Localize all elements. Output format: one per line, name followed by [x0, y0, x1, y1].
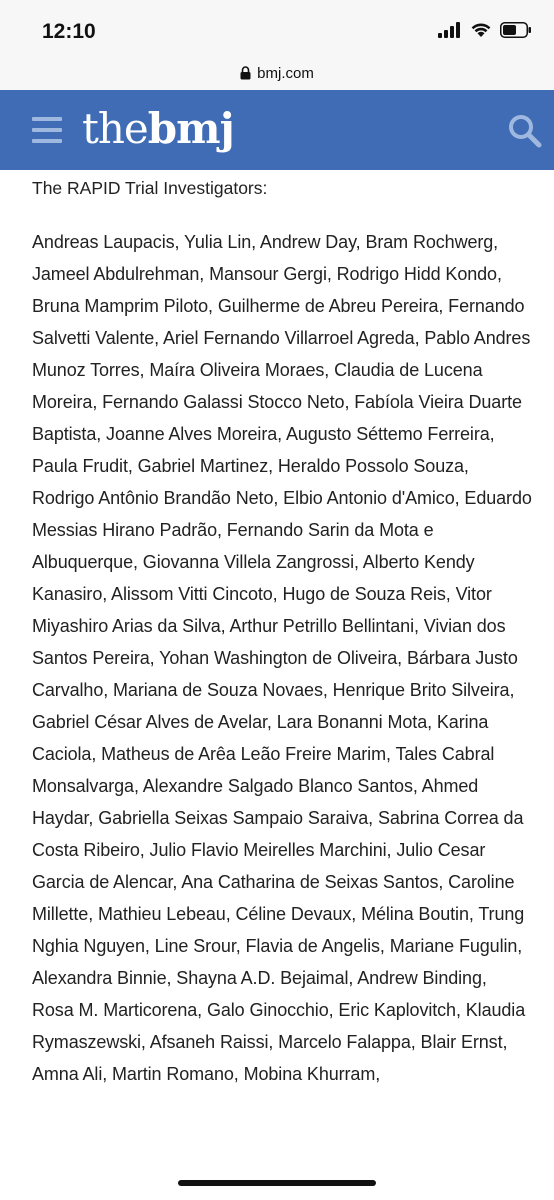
status-bar [0, 0, 554, 60]
battery-icon [500, 22, 532, 38]
lock-icon [240, 66, 251, 80]
home-indicator[interactable] [178, 1180, 376, 1186]
site-header [0, 90, 554, 170]
hamburger-menu-icon[interactable] [32, 117, 62, 143]
status-time: 12:10 [42, 20, 96, 43]
site-logo[interactable] [82, 104, 234, 153]
logo-bmj: bmj [147, 104, 234, 153]
article-content [32, 176, 532, 1090]
url-domain: bmj.com [257, 64, 314, 82]
investigators-heading: The RAPID Trial Investigators: [32, 178, 268, 198]
logo-the: the [82, 104, 148, 153]
url-bar[interactable] [0, 56, 554, 90]
status-icons [438, 22, 532, 38]
investigators-list: Andreas Laupacis, Yulia Lin, Andrew Day, Bram Rochwerg, Jameel Abdulrehman, Mansour Gergi, Rodrigo Hidd Kondo, Bruna Mamprim Piloto, Guilherme de Abreu Pereira, Fernando Salvetti Valente, Ariel Fernando Villarroel Agreda, Pablo Andres Munoz Torres, Maíra Oliveira Moraes, Claudia de Lucena Moreira, Fernando Galassi Stocco Neto, Fabíola Vieira Duarte Baptista, Joanne Alves Moreira, Augusto Séttemo Ferreira, Paula Frudit, Gabriel Martinez, Heraldo Possolo Souza, Rodrigo Antônio Brandão Neto, Elbio Antonio d'Amico, Eduardo Messias Hirano Padrão, Fernando Sarin da Mota e Albuquerque, Giovanna Villela Zangrossi, Alberto Kendy Kanasiro, Alissom Vitti Cincoto, Hugo de Souza Reis, Vitor Miyashiro Arias da Silva, Arthur Petrillo Bellintani, Vivian dos Santos Pereira, Yohan Washington de Oliveira, Bárbara Justo Carvalho, Mariana de Souza Novaes, Henrique Brito Silveira, Gabriel César Alves de Avelar, Lara Bonanni Mota, Karina Caciola, Matheus de Arêa Leão Freire Marim, Tales Cabral Monsalvarga, Alexandre Salgado Blanco Santos, Ahmed Haydar, Gabriella Seixas Sampaio Saraiva, Sabrina Correa da Costa Ribeiro, Julio Flavio Meirelles Marchini, Julio Cesar Garcia de Alencar, Ana Catharina de Seixas Santos, Caroline Millette, Mathieu Lebeau, Céline Devaux, Mélina Boutin, Trung Nghia Nguyen, Line Srour, Flavia de Angelis, Mariane Fugulin, Alexandra Binnie, Shayna A.D. Bejaimal, Andrew Binding, Rosa M. Marticorena, Galo Ginocchio, Eric Kaplovitch, Klaudia Rymaszewski, Afsaneh Raissi, Marcelo Falappa, Blair Ernst, Amna Ali, Martin Romano, Mobina Khurram, [32, 232, 532, 1084]
search-icon[interactable] [508, 114, 542, 148]
wifi-icon [470, 22, 492, 38]
cellular-signal-icon [438, 22, 462, 38]
